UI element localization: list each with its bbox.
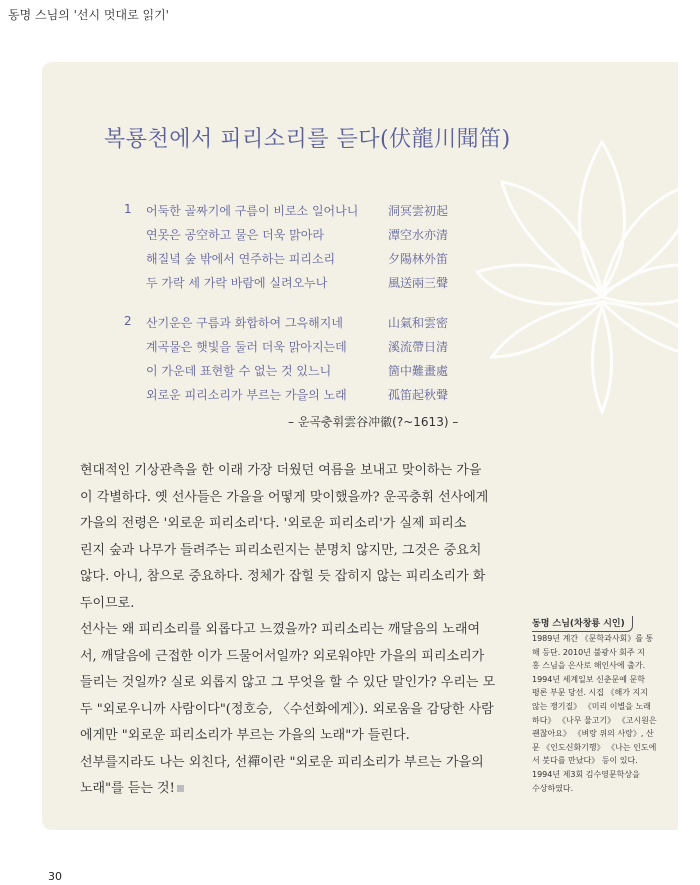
bio-line: 해 등단. 2010년 불광사 회주 지 bbox=[532, 647, 645, 657]
bio-line: 문 《인도신화기행》 《나는 인도에 bbox=[532, 742, 657, 752]
essay-line: 가을의 전령은 '외로운 피리소리'다. '외로운 피리소리'가 실제 피리소 bbox=[80, 516, 467, 531]
poem-line-hanja: 孤笛起秋聲 bbox=[388, 388, 449, 402]
bio-title: 동명 스님(차창룡 시인) bbox=[532, 616, 633, 632]
essay-line: 두이므로. bbox=[80, 595, 135, 611]
poem-line-korean: 이 가운데 표현할 수 없는 것 있느니 bbox=[146, 364, 332, 378]
bio-line: 수상하였다. bbox=[532, 783, 574, 793]
poem-line-hanja: 洞冥雲初起 bbox=[388, 204, 449, 218]
bio-line: 평론 부문 당선. 시집 《해가 지지 bbox=[532, 688, 648, 698]
essay-line: 선부를지라도 나는 외친다, 선禪이란 "외로운 피리소리가 부르는 가을의 bbox=[80, 754, 484, 770]
essay-line: 에게만 "외로운 피리소리가 부르는 가을의 노래"가 들린다. bbox=[80, 728, 410, 743]
page-number: 30 bbox=[48, 870, 62, 883]
poem-line-hanja: 風送兩三聲 bbox=[388, 276, 449, 290]
essay-body bbox=[80, 458, 512, 803]
essay-line: 노래"를 듣는 것! bbox=[80, 781, 175, 796]
poem-line-hanja: 山氣和雲密 bbox=[388, 316, 449, 330]
bio-line: 하다》 《나무 물고기》 《고시원은 bbox=[532, 715, 657, 725]
essay-line: 서, 깨달음에 근접한 이가 드물어서일까? 외로워야만 가을의 피리소리가 bbox=[80, 648, 485, 664]
author-bio bbox=[532, 616, 656, 795]
bio-line: 않는 쟁기질》 《미리 이별을 노래 bbox=[532, 701, 651, 711]
poem-line-korean: 연못은 공空하고 물은 더욱 맑아라 bbox=[146, 228, 324, 242]
bio-line: 홍 스님을 은사로 해인사에 출가. bbox=[532, 661, 646, 671]
poem-line-korean: 산기운은 구름과 화합하여 그윽해지네 bbox=[146, 316, 343, 330]
poem-line-korean: 외로운 피리소리가 부르는 가을의 노래 bbox=[146, 388, 347, 402]
poem-line-hanja: 夕陽林外笛 bbox=[388, 252, 449, 266]
poem-line-korean: 계곡물은 햇빛을 둘러 더욱 맑아지는데 bbox=[146, 340, 347, 354]
essay-last-line bbox=[80, 776, 512, 803]
poem-line-korean: 두 가락 세 가락 바람에 실려오누나 bbox=[146, 276, 328, 290]
essay-line: 않다. 아니, 참으로 중요하다. 정체가 잡힐 듯 잡히지 않는 피리소리가 화 bbox=[80, 569, 486, 584]
content-panel bbox=[42, 62, 678, 830]
essay-line: 현대적인 기상관측을 한 이래 가장 더웠던 여름을 보내고 맞이하는 가을 bbox=[80, 463, 482, 478]
poem-line-hanja: 箇中難畫處 bbox=[388, 364, 449, 378]
stanza-number: 2 bbox=[124, 314, 132, 328]
essay-line: 두 "외로우니까 사람이다"(정호승, 〈수선화에게〉). 외로움을 감당한 사람 bbox=[80, 701, 494, 717]
poem-line-korean: 어둑한 골짜기에 구름이 비로소 일어나니 bbox=[146, 204, 359, 218]
essay-line: 이 각별하다. 옛 선사들은 가을을 어떻게 맞이했을까? 운곡충휘 선사에게 bbox=[80, 489, 489, 505]
stanza-number: 1 bbox=[124, 202, 132, 216]
poem-attribution: – 운곡충휘雲谷冲徽(?~1613) – bbox=[288, 415, 459, 429]
essay-line: 선사는 왜 피리소리를 외롭다고 느꼈을까? 피리소리는 깨달음의 노래여 bbox=[80, 622, 481, 637]
bio-line: 서 붓다를 만났다》 등이 있다. bbox=[532, 756, 638, 766]
bio-line: 1994년 제3회 김수영문학상을 bbox=[532, 769, 640, 779]
essay-line: 들리는 것일까? 실로 외롭지 않고 그 무엇을 할 수 있단 말인가? 우리는 모 bbox=[80, 675, 496, 690]
poem-line-hanja: 溪流帶日清 bbox=[388, 340, 449, 354]
lotus-watermark-icon bbox=[472, 122, 678, 422]
poem-title: 복룡천에서 피리소리를 듣다(伏龍川聞笛) bbox=[104, 127, 511, 152]
bio-line: 1989년 계간 《문학과사회》를 통 bbox=[532, 634, 654, 643]
bio-line: 괜찮아요》 《벼랑 위의 사랑》, 산 bbox=[532, 729, 654, 739]
bio-line: 1994년 세계일보 신춘문예 문학 bbox=[532, 674, 645, 684]
end-mark-icon bbox=[177, 785, 184, 792]
running-head: 동명 스님의 '선시 멋대로 읽기' bbox=[8, 8, 169, 22]
poem-line-korean: 해질녘 숲 밖에서 연주하는 피리소리 bbox=[146, 252, 336, 266]
essay-line: 린지 숲과 나무가 들려주는 피리소린지는 분명치 않지만, 그것은 중요치 bbox=[80, 542, 482, 558]
poem-line-hanja: 潭空水亦清 bbox=[388, 228, 449, 242]
